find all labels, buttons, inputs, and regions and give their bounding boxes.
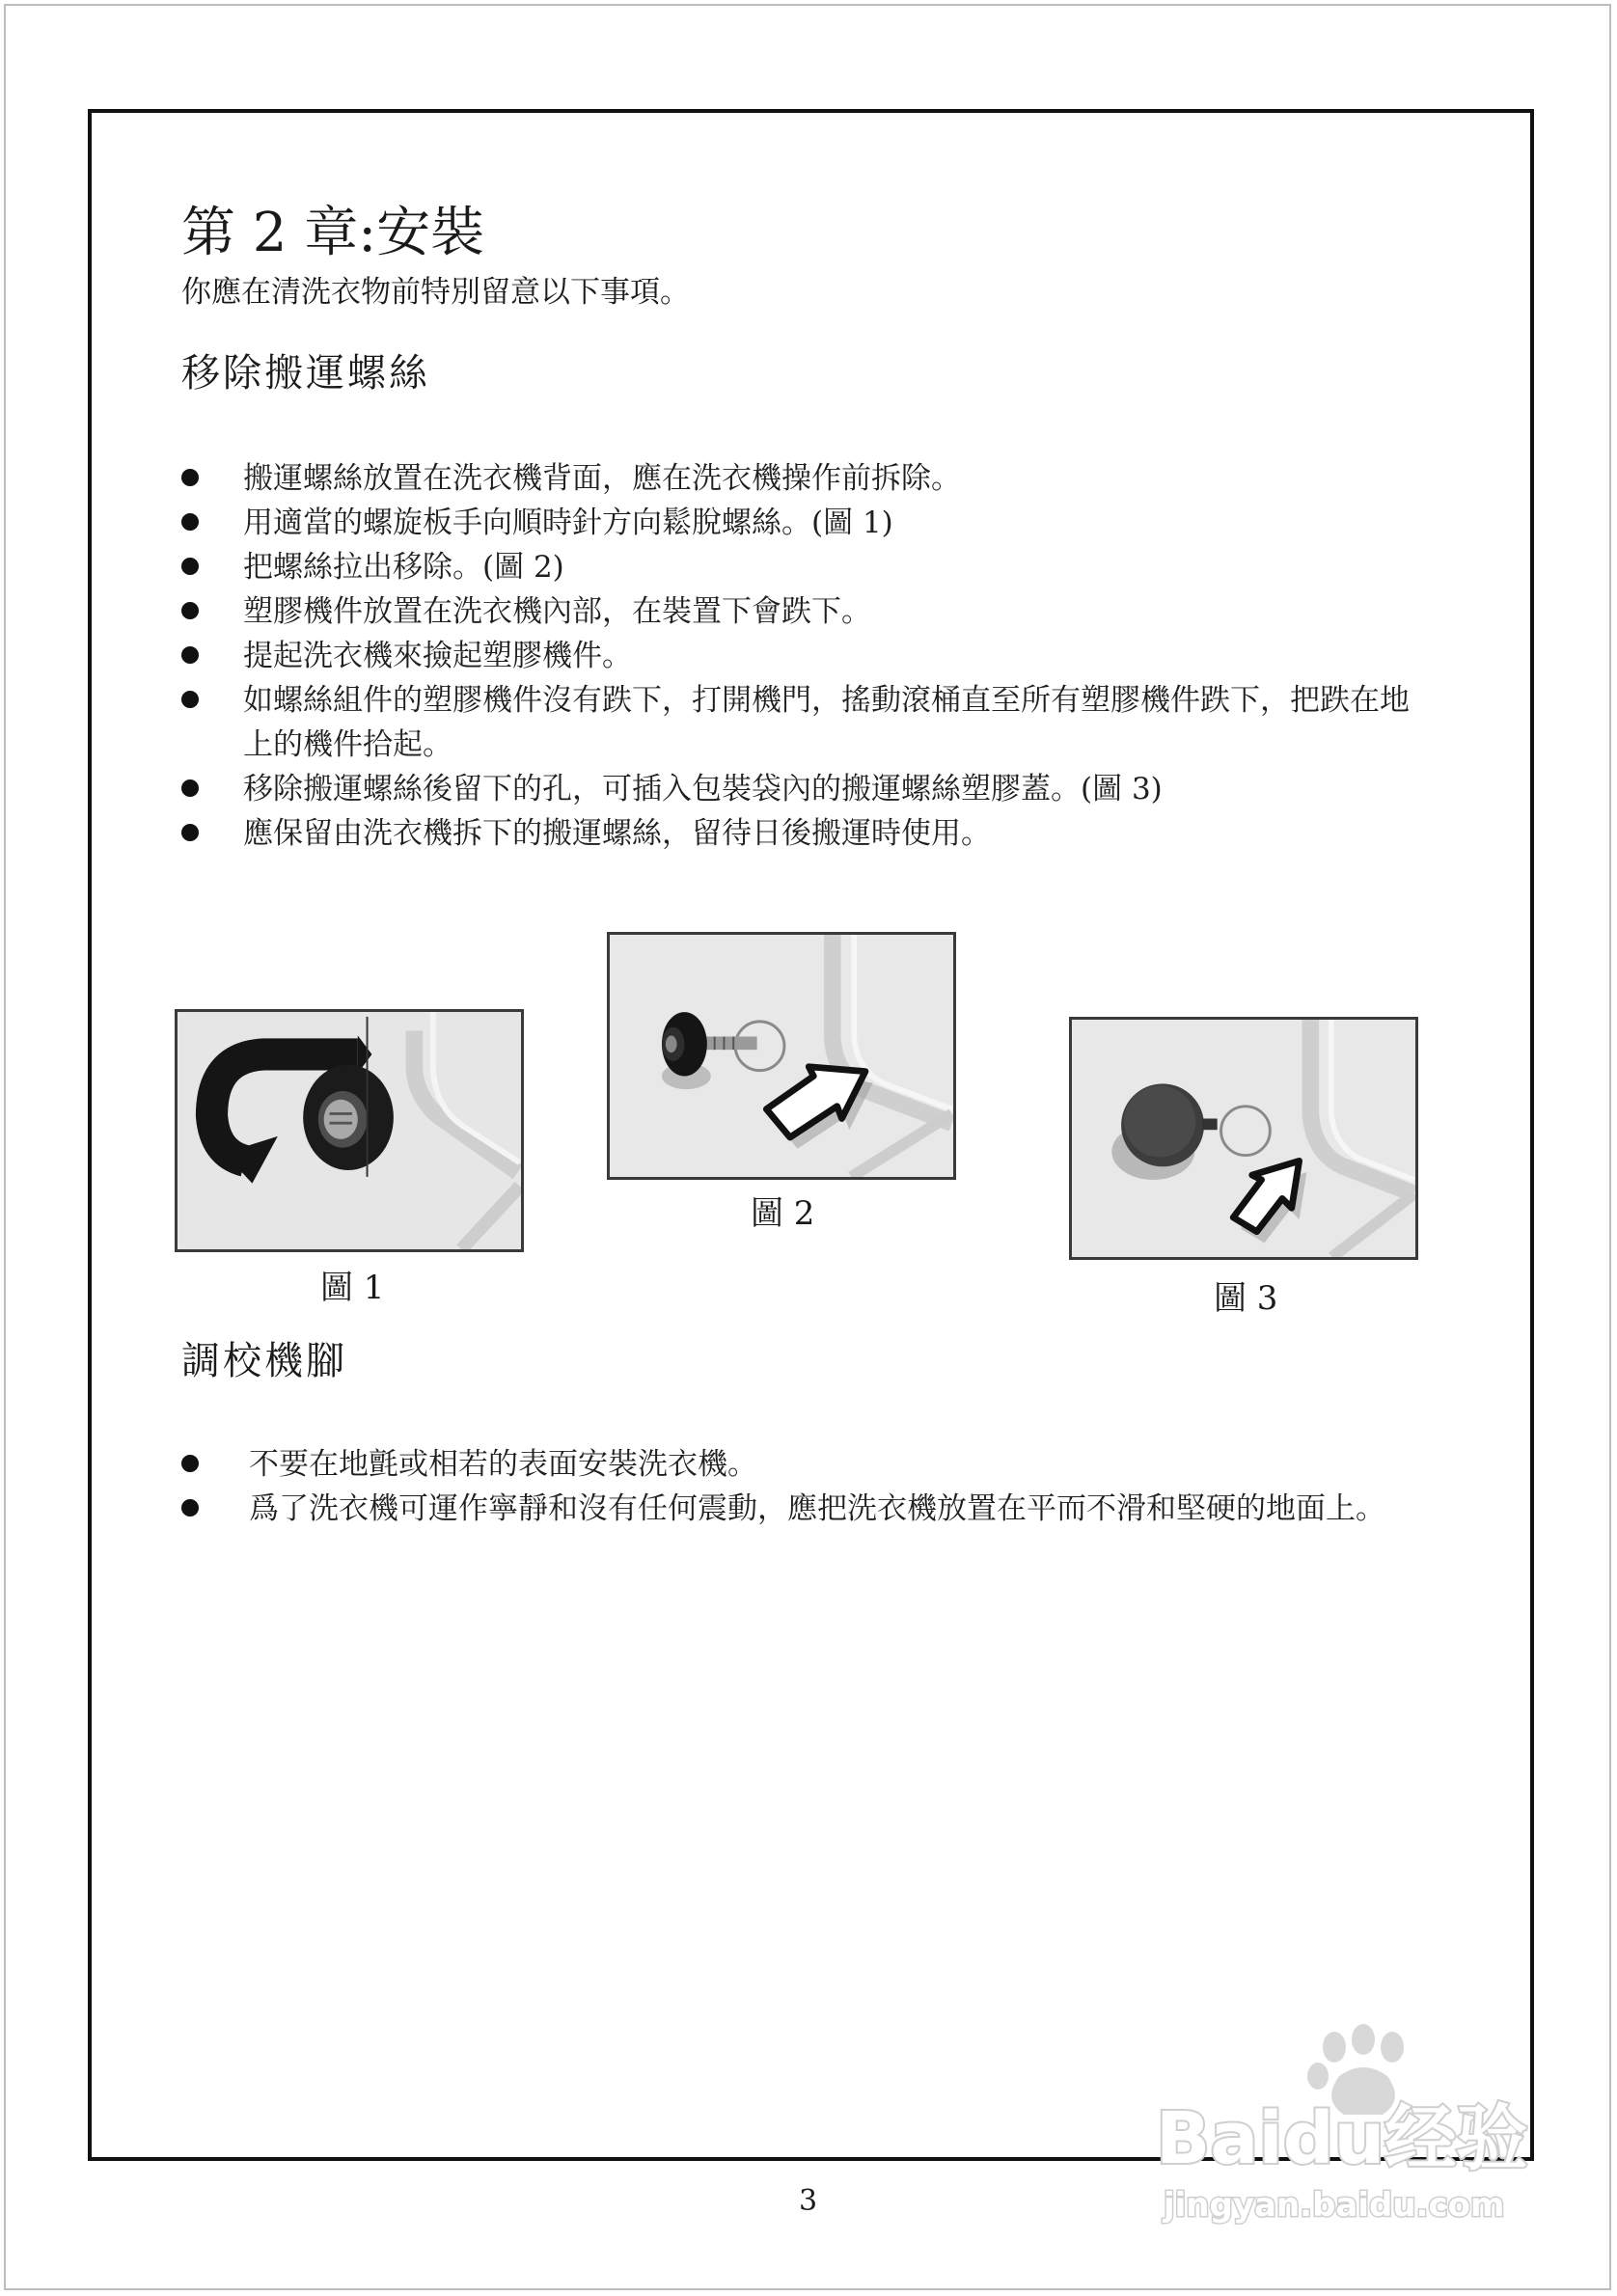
section-heading-adjust-feet: 調校機腳 [181,1339,347,1383]
bullet-icon [181,824,199,841]
baidu-jingyan-watermark [1146,2009,1532,2242]
list-item [181,545,1436,589]
page-number: 3 [799,2184,818,2218]
watermark-url: jingyan.baidu.com [1164,2186,1505,2225]
watermark-brand: Baidu经验 [1156,2097,1528,2180]
bullet-icon [181,1455,199,1472]
insert-cap-illustration-icon [1072,1020,1415,1257]
bullet-icon [181,646,199,664]
bullet-icon [181,1499,199,1517]
list-item [181,1442,1436,1487]
baidu-paw-logo-icon [1146,2009,1532,2242]
bullet-icon [181,602,199,619]
figure-3-insert-cap [1069,1017,1418,1260]
list-item-text: 爲了洗衣機可運作寧靜和沒有任何震動，應把洗衣機放置在平而不滑和堅硬的地面上。 [249,1491,1385,1526]
list-item [181,634,1436,678]
figure-2-caption: 圖 2 [751,1194,815,1233]
list-item-text: 塑膠機件放置在洗衣機內部，在裝置下會跌下。 [243,594,871,629]
remove-bolt-illustration-icon [610,935,953,1177]
list-item-text: 不要在地氈或相若的表面安裝洗衣機。 [249,1447,757,1482]
list-item-text: 移除搬運螺絲後留下的孔，可插入包裝袋內的搬運螺絲塑膠蓋。(圖 3) [243,772,1163,806]
figure-1-caption: 圖 1 [320,1269,385,1307]
list-item-text: 搬運螺絲放置在洗衣機背面，應在洗衣機操作前拆除。 [243,461,961,496]
bullet-icon [181,469,199,486]
bullet-icon [181,691,199,708]
list-item [181,767,1436,811]
loosen-bolt-illustration-icon [178,1012,521,1249]
list-item [181,501,1436,545]
list-item [181,811,1436,856]
list-item-text: 如螺絲組件的塑膠機件沒有跌下，打開機門，搖動滾桶直至所有塑膠機件跌下，把跌在地上的機件拾起。 [243,683,1410,762]
list-item-text: 應保留由洗衣機拆下的搬運螺絲，留待日後搬運時使用。 [243,816,991,851]
section-heading-remove-transit-bolts: 移除搬運螺絲 [181,351,430,396]
transit-bolt-instructions-list [181,456,1436,856]
figure-1-loosen-bolt [175,1009,524,1252]
adjust-feet-instructions-list [181,1442,1436,1531]
list-item [181,678,1436,767]
bullet-icon [181,513,199,531]
list-item [181,456,1436,501]
figure-3-caption: 圖 3 [1214,1279,1278,1318]
list-item [181,589,1436,634]
figure-2-remove-bolt [607,932,956,1180]
bullet-icon [181,558,199,575]
chapter-intro: 你應在清洗衣物前特別留意以下事項。 [181,275,690,310]
list-item-text: 把螺絲拉出移除。(圖 2) [243,550,564,585]
chapter-title: 第 2 章:安裝 [181,202,485,264]
list-item-text: 用適當的螺旋板手向順時針方向鬆脫螺絲。(圖 1) [243,506,893,540]
bullet-icon [181,779,199,797]
list-item [181,1487,1436,1531]
list-item-text: 提起洗衣機來撿起塑膠機件。 [243,639,632,673]
